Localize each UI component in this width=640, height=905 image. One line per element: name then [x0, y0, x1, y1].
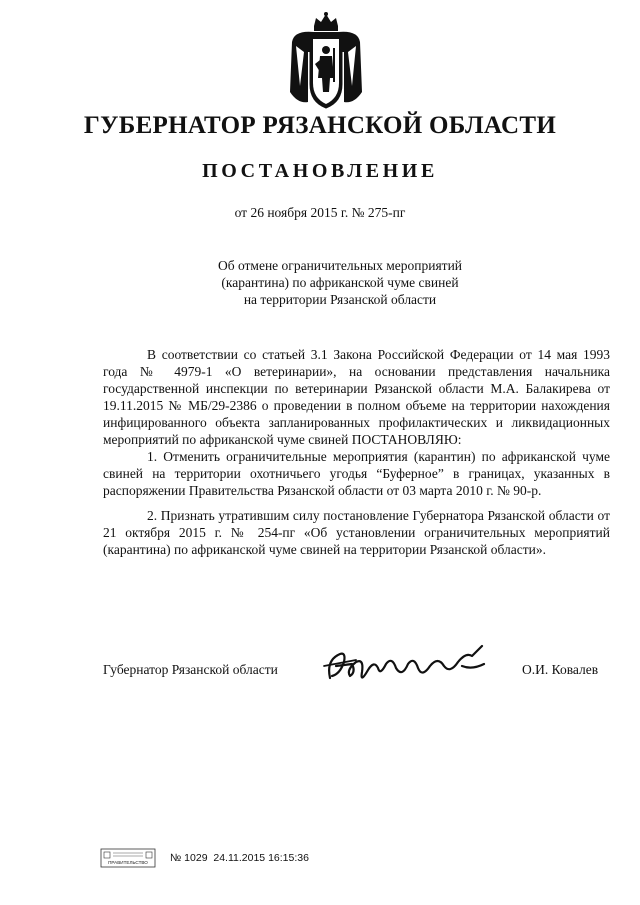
subject-line: на территории Рязанской области: [243, 292, 437, 307]
registry-stamp-icon: [100, 848, 156, 868]
stamp-label: ПРАВИТЕЛЬСТВО: [108, 860, 148, 865]
document-date-number: от 26 ноября 2015 г. № 275-пг: [234, 205, 406, 220]
subject-line: (карантина) по африканской чуме свиней: [221, 275, 459, 290]
item-1-paragraph: 1. Отменить ограничительные мероприятия (карантин) по африканской чуме свиней на территории охотничьего угодья “Буферное” в границах, указанных в распоряжении Правительства Рязанской области от 03 марта 2010 г. № 90-р.: [103, 449, 610, 498]
document-subject: [180, 257, 500, 308]
registration-number: № 1029 24.11.2015 16:15:36: [170, 852, 309, 864]
signatory-name: О.И. Ковалев: [522, 662, 599, 677]
item-2-paragraph: 2. Признать утратившим силу постановление Губернатора Рязанской области от 21 октября 2015 г. № 254-пг «Об установлении ограничительных мероприятий (карантина) по африканской чуме свиней на территории Рязанской области».: [103, 508, 610, 557]
registration-footer: [100, 848, 309, 868]
subject-line: Об отмене ограничительных мероприятий: [217, 258, 463, 273]
handwritten-signature: [322, 642, 492, 688]
preamble-paragraph: В соответствии со статьей 3.1 Закона Российской Федерации от 14 мая 1993 года № 4979-1 «О ветеринарии», на основании представления начальника государственной инспекции по ветеринарии Рязанской области М.А. Балакирева от 19.11.2015 № МБ/29-2386 о проведении в полном объеме на территории нахождения инфицированного объекта запланированных профилактических и ликвидационных мероприятий по африканской чуме свиней ПОСТАНОВЛЯЮ:: [103, 347, 610, 447]
coat-of-arms-icon: [284, 12, 368, 112]
document-body: [103, 346, 610, 558]
organization-title: ГУБЕРНАТОР РЯЗАНСКОЙ ОБЛАСТИ: [83, 112, 557, 139]
signatory-role: Губернатор Рязанской области: [103, 662, 278, 677]
document-type: ПОСТАНОВЛЕНИЕ: [202, 160, 438, 182]
